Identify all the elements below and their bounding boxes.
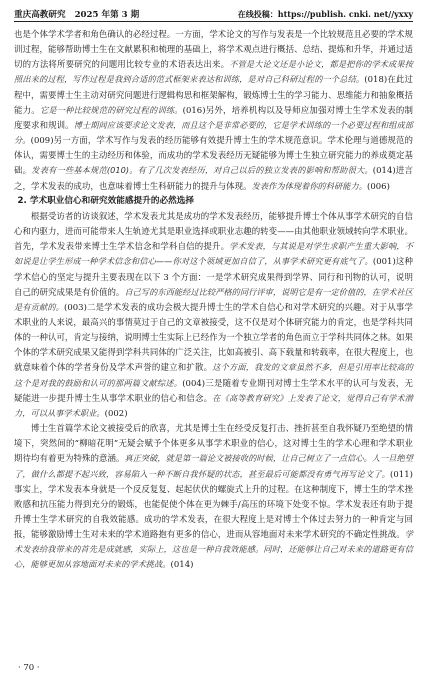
interview-quote: 真正突破，就是第一篇论文被接收的时候，让自己树立了一点信心。人一旦绝望了，做什么都提不起兴致，容易陷入一种不断自我怀疑的状态，甚至最后可能都没有勇气再写论文了。 [14,453,413,479]
interview-quote: 在《高等教育研究》上发表了论文，觉得自己有学术潜力，可以从事学术职业。 [14,392,413,418]
interview-quote: 不管是大论文还是小论文，都是把你的学术成果按照出来的过程，写作过程是我到合适的范式框架来表达和训练，是对自己科研过程的一个总结。 [14,59,413,85]
running-header [14,5,413,20]
body-text: (006) [366,180,390,191]
paragraph [14,27,413,194]
online-submission-url: 在线投稿：https://publish. cnki. net//yxxy [237,9,413,19]
section-heading: 2. 学术职业信心和研究效能感提升的必然选择 [17,195,195,206]
journal-name: 重庆高教研究 [14,10,66,20]
body-text: (011)事实上，学术发表本身就是一个反反复复、起起伏伏的螺旋式上升的过程。在这种制度下，博士生的学术挫败感和抗压能力得到充分的锻炼，也能促使个体在更为棘手/高压的环境下处变不惊。学术发表还有助于提升博士生学术研究的自我效能感。成功的学术发表，在很大程度上是对博士个体过去努力的一种肯定与回报，能够激励博士生对未来的学术道路抱有更多的信心，进而从容地面对未来学术研究的不确定性挑战。 [14,468,413,540]
body-text: (003)二是学术发表的成功会极大提升博士生的学术自信心和对学术研究的兴趣。对于从事学术职业的人来说，最高兴的事情莫过于自己的文章被接受，这不仅是对个体研究能力的肯定，也是学科共同体的一种认可，肯定与接纳，说明博士生实际上已经作为一个独立学者的角色而立于学科共同体之林。如果个体的学术研究成果又能得到学科共同体的广泛关注，比如高被引、高下载量和转载率，在很大程度上，也就意味着个体的学者身份及学术声誉的建立和扩散。 [14,301,413,373]
page-number: · 70 · [18,663,40,673]
interview-quote: 发表有一些基本规范(010)。有了几次发表经历，对自己以后的独立发表的影响和帮助很大。 [31,165,373,176]
interview-quote: 发表作为体现着你的科研能力。 [251,180,367,191]
interview-quote: 学术发表，与其说是对学生求职产生重大影响，不如说是让学生形成一种学术信念和信心——你对这个领域更加自信了，从事学术研究更有底气了。 [14,241,413,267]
body-text: (001)这种学术信心的坚定与提升主要表现在以下 3 个方面：一是学术研究成果得到学界、同行和刊物的认可，说明自己的研究成果是有价值的。 [14,256,413,297]
paragraph [14,421,413,573]
journal-issue [14,8,139,20]
interview-quote: 自己写的东西能经过比较严格的同行评审，说明它是有一定价值的，在学术社区是有贡献的。 [14,286,413,312]
header-rule [14,21,413,22]
body-text: (014)进言之，学术发表的成功，也意味着博士生科研能力的提升与体现。 [14,165,413,191]
body-text: (014) [170,559,194,570]
article-body [14,27,413,573]
body-text: (018)在此过程中，需要博士生主动对研究问题进行逻辑构思和框架解构，锻炼博士生的学习能力、思维能力和抽象概括能力。 [14,74,413,115]
body-text: 也是个体学术学者和角色确认的必经过程。一方面，学术论文的写作与发表是一个比较规范且必要的学术规训过程，能够帮助博士生在文献累积和梳理的基础上，将学术观点进行概括、总结、提炼和升华，并通过适切的方法将所要研究的问题用比较专业的术语表达出来。 [14,29,413,70]
body-text: (009)另一方面，学术写作与发表的经历能够有效提升博士生的学术规范意识。学术伦理与道德规范的体认，需要博士生的主动经历和体验，而成功的学术发表经历无疑能够为博士生独立研究能力的养成奠定基础。 [14,135,413,176]
issue-label: 2025 年第 3 期 [74,10,140,20]
interview-quote: 它是一种比较规范的研究过程的训练。 [39,104,183,115]
body-text: (004)三是随着专业期刊对博士生学术水平的认可与发表，无疑能进一步提升博士生从事学术职业的信心和信念。 [14,377,413,403]
interview-quote: 这个方面，我发的文章虽然不多，但是引用率比较高的这个是对我的鼓励和认可的那两篇文献综述。 [14,362,413,388]
interview-quote: 学术发表给我带来的首先是成就感，实际上，这也是一种自我效能感。同时，还能够让自己对未来的道路更有信心，能够更加从容地面对未来的学术挑战。 [14,529,413,570]
body-text: 博士生首篇学术论文被接受后的欣喜，尤其是博士生在经受反复打击、挫折甚至自我怀疑乃至绝望的情境下，突然间的“柳暗花明”无疑会赋予个体更多从事学术职业的信心，这对博士生的学术心理和学术职业期待均有着更为特殊的意涵。 [14,423,413,464]
body-text: (016)另外，培养机构以及导师应加强对博士生学术发表的制度要求和规训。 [14,104,413,130]
body-text: 根据受访者的访谈叙述，学术发表尤其是成功的学术发表经历，能够提升博士个体从事学术研究的自信心和内驱力，进而可能带来人生轨迹尤其是职业选择或职业志趣的转变——由其他职业领域转向学术职业。首先，学术发表带来博士生学术信念和学科自信的提升。 [14,210,413,252]
body-text: (002) [104,407,128,418]
interview-quote: 博士期间应该要求论文发表，而且这个是非常必要的，它是学术训练的一个必要过程和组成部分。 [14,119,413,146]
paragraph [14,209,413,421]
